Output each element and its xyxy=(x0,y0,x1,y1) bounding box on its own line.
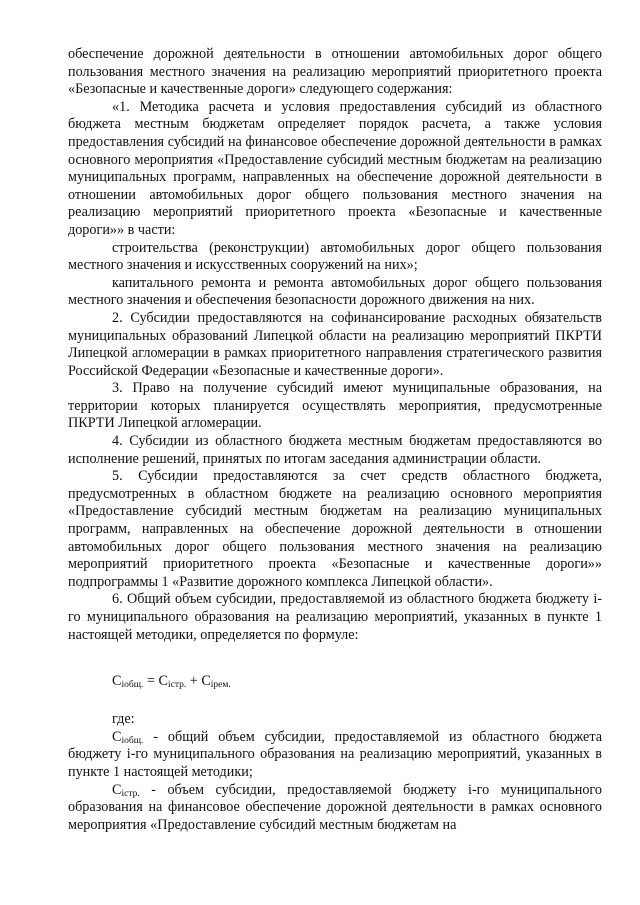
paragraph-3: 3. Право на получение субсидий имеют муниципальные образования, на территории которых планируется осуществлять мероприятия, предусмотренные ПКРТИ Липецкой агломерации. xyxy=(68,380,602,432)
formula-equals: = xyxy=(143,673,159,690)
formula xyxy=(112,673,602,691)
where-label: где: xyxy=(112,711,135,728)
formula-term-total: C xyxy=(112,673,122,690)
definition-construction-text: - объем субсидии, предоставляемой бюджету i-го муниципального образования на финансовое обеспечение дорожной деятельности в рамках основного мероприятия «Предоставление субсидий местным бюджетам на xyxy=(68,781,602,833)
formula-sub-total: iобщ. xyxy=(121,680,144,691)
paragraph-intro: обеспечение дорожной деятельности в отношении автомобильных дорог общего пользования местного значения на реализацию мероприятий приоритетного проекта «Безопасные и качественные дороги» следующего содержания: xyxy=(68,46,602,98)
document-page xyxy=(68,46,602,834)
paragraph-1-item-construction: строительства (реконструкции) автомобильных дорог общего пользования местного значения и искусственных сооружений на них»; xyxy=(68,239,602,274)
definition-total-text: - общий объем субсидии, предоставляемой из областного бюджета бюджету i-го муниципального образования на реализацию мероприятий, указанных в пункте 1 настоящей методики; xyxy=(68,728,602,780)
definition-construction xyxy=(68,782,602,835)
formula-term-repair: C xyxy=(201,673,211,690)
paragraph-1: «1. Методика расчета и условия предоставления субсидий из областного бюджета местным бюджетам определяет порядок расчета, а также условия предоставления субсидий на финансовое обеспечение дорожной деятельности в рамках основного мероприятия «Предоставление субсидий местным бюджетам на реализацию муниципальных программ, направленных на обеспечение дорожной деятельности в отношении автомобильных дорог общего пользования местного значения на реализацию мероприятий приоритетного проекта «Безопасные и качественные дороги»» в части: xyxy=(68,98,602,238)
definition-total xyxy=(68,729,602,782)
definition-construction-symbol: C xyxy=(112,781,122,798)
paragraph-1-item-repair: капитального ремонта и ремонта автомобильных дорог общего пользования местного значения и обеспечения безопасности дорожного движения на них. xyxy=(68,274,602,309)
paragraph-4: 4. Субсидии из областного бюджета местным бюджетам предоставляются во исполнение решений, принятых по итогам заседания администрации области. xyxy=(68,433,602,467)
paragraph-2: 2. Субсидии предоставляются на софинансирование расходных обязательств муниципальных образований Липецкой области на реализацию мероприятий ПКРТИ Липецкой агломерации в рамках приоритетного направления стратегического развития Российской Федерации «Безопасные и качественные дороги». xyxy=(68,309,602,379)
paragraph-5: 5. Субсидии предоставляются за счет средств областного бюджета, предусмотренных в областном бюджете на реализацию основного мероприятия «Предоставление субсидий местным бюджетам на реализацию муниципальных программ, направленных на обеспечение дорожной деятельности в отношении автомобильных дорог общего пользования местного значения на реализацию мероприятий приоритетного проекта «Безопасные и качественные дороги»» подпрограммы 1 «Развитие дорожного комплекса Липецкой области». xyxy=(68,468,602,590)
formula-term-construction: C xyxy=(158,673,168,690)
definition-total-subscript: iобщ. xyxy=(121,735,144,746)
formula-sub-repair: iрем. xyxy=(210,680,231,691)
formula-plus: + xyxy=(186,673,202,690)
definition-construction-subscript: iстр. xyxy=(121,788,140,799)
formula-sub-construction: iстр. xyxy=(167,680,187,691)
definition-total-symbol: C xyxy=(112,728,122,745)
paragraph-6: 6. Общий объем субсидии, предоставляемой из областного бюджета бюджету i-го муниципального образования на реализацию мероприятий, указанных в пункте 1 настоящей методики, определяется по формуле: xyxy=(68,591,602,643)
